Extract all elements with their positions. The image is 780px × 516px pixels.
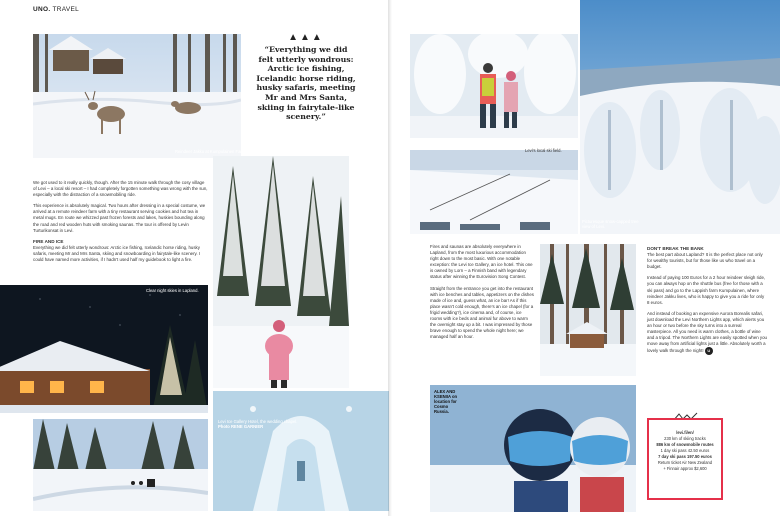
fact-line: Return ticket Air New Zealand bbox=[657, 460, 713, 465]
budget-tips-column bbox=[647, 244, 767, 360]
section-label: TRAVEL bbox=[52, 6, 80, 13]
fact-line: 230 km of skiing tracks bbox=[664, 436, 706, 441]
page-header bbox=[33, 6, 79, 13]
end-mark-icon: U bbox=[705, 347, 713, 355]
night-caption: Clear night skies in Lapland. bbox=[146, 288, 199, 293]
authors-caption: ALEX AND KSENIIA on location for Cosmo Russia. bbox=[434, 389, 458, 414]
paragraph: Everything we did felt utterly wondrous: Arctic ice fishing, Icelandic horse riding, husky safaris, meeting Mr and Mrs Santa, skiing and snowboarding in fairytale-like scenery. I could have named more activities, if I hadn't used half my guidebook to light a fire. bbox=[33, 244, 201, 263]
fact-line: 1 day ski pass 42.50 euros bbox=[660, 448, 710, 453]
husky-safari-photo bbox=[33, 419, 208, 511]
brand-mark: UNO. bbox=[33, 6, 51, 13]
pine-trees-icon: ▲▲▲ bbox=[288, 32, 324, 43]
snow-landscape-photo bbox=[580, 0, 780, 234]
paragraph: Straight from the entrance you get into the restaurant with ice benches and tables, appetizers on the dishes made of ice and, guess what, an ice bar! As if this place wasn't cold enough, there's an ice chapel (for a frigid wedding?), ice cinema and, of course, ice rooms with ice beds and animal fur above to warm the overnight stay up a bit. I was impressed by those brave enough to spend the whole night here; we managed half an hour. bbox=[430, 285, 534, 340]
paragraph: The best part about Lapland? It is the perfect place not only for wealthy tourists, but for those like us who travel on a budget. bbox=[647, 252, 763, 270]
article-body-right bbox=[430, 244, 534, 345]
paragraph: Fires and saunas are absolutely everywhere in Lapland, from the most luxurious accommodation right down to the most basic. With one notable exception: the Levi Ice Gallery, an ice hotel. This one is owned by Lorn – a Finnish band with legendary status after winning the Eurovision Song Contest. bbox=[430, 244, 533, 280]
quote-text: “Everything we did felt utterly wondrous: Arctic ice fishing, Icelandic horse riding, husky safaris, meeting Mr and Mrs Santa, skiing in fairytale-like scenery.” bbox=[256, 45, 356, 122]
page-gutter bbox=[388, 0, 392, 516]
caption-text: Levi Ice Gallery Hotel, the wedding chapel. bbox=[218, 419, 298, 424]
paragraph: This experience is absolutely magical. Two hours after dressing in a special costume, we arrived at a remote reindeer farm with a tiny restaurant serving cookies and hot tea in metal mugs. En route we whizzed past frozen forests and lakes, huskies bounding along the road and red wooden huts with smoking saunas. The tour is offered by Levin Turturikonsat in Levi. bbox=[33, 203, 206, 233]
pull-quote bbox=[256, 32, 356, 122]
ski-field-caption: Levi's local ski field. bbox=[525, 148, 562, 153]
paragraph: And instead of booking an expensive Aurora Borealis safari, just download the Levi Northern Lights app, which alerts you an hour or two before the sky turns into a surreal masterpiece. All you need is warm clothes, a bottle of wine and a tripod. The Northern Lights are easily spotted when you move away from artificial lights just a little. Absolutely worth a lovely walk through the night! bbox=[647, 310, 768, 354]
photo-credit: Photo RENE GARNIER bbox=[218, 424, 264, 429]
ice-chapel-photo bbox=[213, 391, 389, 511]
landscape-caption: Picturesque snow-capped tree view of Levi. bbox=[582, 219, 639, 229]
fact-line: 886 km of snowmobile routes bbox=[656, 442, 714, 447]
reindeer-caption: Reindeer Jakku at Kumpulainen Farm. bbox=[175, 149, 247, 154]
facts-title: levi.fi/en/ bbox=[676, 430, 694, 435]
ice-chapel-caption bbox=[218, 419, 328, 429]
winter-trees-photo bbox=[540, 244, 636, 376]
article-body-left bbox=[33, 180, 208, 268]
fact-line: + Finnair approx $2,600 bbox=[663, 466, 707, 471]
ski-field-photo bbox=[410, 150, 578, 234]
hiking-couple-photo bbox=[410, 34, 578, 138]
section-heading: DON'T BREAK THE BANK bbox=[647, 246, 704, 251]
reindeer-photo bbox=[33, 34, 241, 158]
paragraph: Instead of paying 100 Euros for a 2 hour reindeer sleigh ride, you can always hop on the shuttle bus (free for those with a ski pass) and go to the Lappish farm Kumpulainen, where reindeer Jakku lives, who is happy to give you a ride for only 8 euros. bbox=[647, 275, 766, 305]
section-heading: FIRE AND ICE bbox=[33, 238, 64, 244]
facts-box bbox=[647, 418, 723, 500]
fact-line: 7 day ski pass 197.50 euros bbox=[658, 454, 712, 459]
night-cabin-photo bbox=[0, 285, 208, 413]
snowy-forest-photo bbox=[213, 156, 349, 388]
paragraph: We got used to it really quickly, though. After the 15 minute walk through the cosy village of Levi – a local ski resort – I had completely forgotten something was wrong with the sun, especially with the distraction of a snowmobiling ride. bbox=[33, 180, 208, 198]
